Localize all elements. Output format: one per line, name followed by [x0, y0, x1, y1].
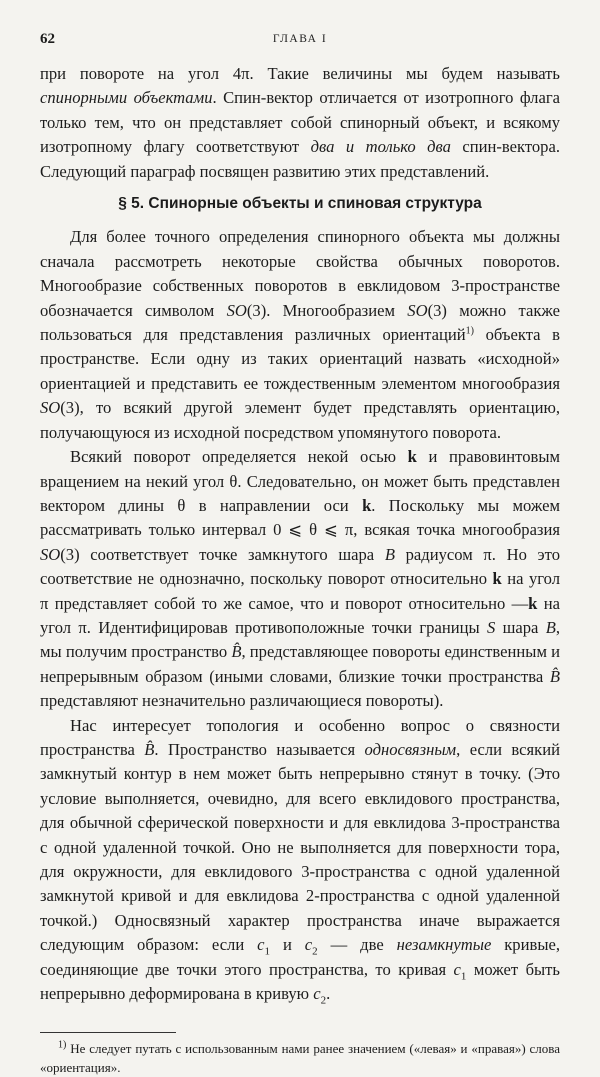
text-run: , мы получим пространство — [40, 617, 560, 662]
text-run: SO — [40, 398, 61, 418]
page-number: 62 — [40, 31, 55, 47]
text-run: Всякий поворот определяется некой осью — [70, 447, 408, 467]
text-run: 2 — [320, 994, 327, 1007]
text-run: объекта в пространстве. Если одну из таких ориентаций назвать «исходной» ориентацией и представить ее тождественным элементом многообразия — [40, 325, 560, 393]
footnote — [40, 1039, 560, 1077]
text-run: k — [492, 569, 502, 589]
text-run: незамкнутые — [396, 935, 492, 955]
text-run: радиусом π. Но это соответствие не однозначно, поскольку поворот относительно — [40, 544, 560, 589]
text-run: 1) — [58, 1040, 67, 1052]
text-run: 1 — [460, 969, 467, 982]
text-run: Для более точного определения спинорного объекта мы должны сначала рассмотреть некоторые свойства обычных поворотов. Многообразие собственных поворотов в евклидовом 3-пространстве обозначается символом — [40, 227, 560, 320]
text-run: B — [545, 617, 556, 637]
text-run: c — [257, 935, 265, 955]
text-run: SO — [226, 300, 247, 320]
paragraph — [40, 62, 560, 184]
text-run: k — [362, 495, 372, 515]
text-run: — две — [317, 935, 397, 955]
text-run: на угол π представляет собой то же самое, что и поворот относительно — — [40, 569, 560, 613]
text-run: B — [384, 544, 395, 564]
text-run: при повороте на угол 4π. Такие величины мы будем называть — [40, 64, 560, 83]
text-run: SO — [40, 544, 61, 564]
text-run: шара — [495, 617, 546, 637]
text-run: k — [407, 447, 417, 467]
text-run: . Спин-вектор отличается от изотропного флага только тем, что он представляет собой спинорный объект, и всякому изотропному флагу соответствуют — [40, 88, 560, 157]
text-run: (3) можно также пользоваться для представления различных ориентаций — [40, 300, 561, 345]
text-run: . Поскольку мы можем рассматривать только интервал 0 ⩽ θ ⩽ π, всякая точка многообразия — [40, 495, 560, 540]
text-run: SO — [407, 300, 428, 320]
page-header — [40, 27, 560, 49]
text-run: k — [528, 593, 538, 613]
text-run: и — [270, 935, 305, 955]
paragraph — [40, 225, 560, 445]
page-body — [40, 62, 560, 1077]
text-run: . — [326, 984, 331, 1004]
text-run: Нас интересует топология и особенно вопрос о связности пространства — [40, 715, 560, 759]
text-run: кривые, соединяющие две точки этого пространства, то кривая — [40, 935, 560, 979]
text-run: (3) соответствует точке замкнутого шара — [60, 544, 385, 564]
text-run: односвязным — [364, 739, 457, 759]
text-run: может быть непрерывно деформирована в кривую — [40, 959, 560, 1004]
text-run: Не следует путать с использованным нами ранее значением («левая» и «правая») слова «ориентация». — [40, 1041, 560, 1076]
text-run: c — [304, 935, 313, 955]
text-run: c — [453, 959, 461, 979]
text-run: S — [486, 617, 496, 637]
text-run: . Пространство называется — [154, 739, 365, 759]
text-run: на угол π. Идентифицировав противоположные точки границы — [40, 593, 560, 637]
text-run: B̂ — [549, 666, 560, 686]
text-run: , представляющее повороты единственным и непрерывным образом (иными словами, близкие точки пространства — [40, 642, 560, 686]
text-run: 1) — [465, 325, 474, 337]
text-run: и правовинтовым вращением на некий угол θ. Следовательно, он может быть представлен вектором длины θ в направлении оси — [40, 447, 561, 515]
text-run: (3), то всякий другой элемент будет представлять ориентацию, получающуюся из исходной посредством упомянутого поворота. — [40, 398, 560, 442]
text-run: два и только два — [310, 137, 451, 157]
text-run: представляют незначительно различающиеся повороты). — [40, 691, 444, 711]
text-run: спинорными объектами — [40, 88, 213, 108]
paragraph — [40, 445, 560, 713]
text-run: 2 — [312, 945, 318, 958]
text-run: (3). Многообразием — [246, 300, 408, 320]
text-run: c — [313, 984, 321, 1004]
running-head: ГЛАВА I — [272, 33, 328, 45]
text-run: B̂ — [231, 642, 242, 662]
text-run: B̂ — [144, 739, 155, 759]
section-title: § 5. Спинорные объекты и спиновая структура — [118, 195, 482, 213]
paragraph — [40, 714, 560, 1007]
text-run: спин-вектора. Следующий параграф посвящен развитию этих представлений. — [40, 137, 560, 181]
text-run: , если всякий замкнутый контур в нем может быть непрерывно стянут в точку. (Это условие выполняется, очевидно, для всего евклидового пространства, для обычной сферической поверхности и для евклидова 3-пространства с одной удаленной точкой. Оно не выполняется для поверхности тора, для окружности, для евклидового 3-пространства с одной удаленной замкнутой кривой и для евклидова 2-пространства с одной удаленной точкой.) Односвязный характер пространства иначе выражается следующим образом: если — [40, 739, 560, 955]
footnote-divider — [40, 1032, 176, 1033]
text-run: 1 — [264, 945, 271, 958]
